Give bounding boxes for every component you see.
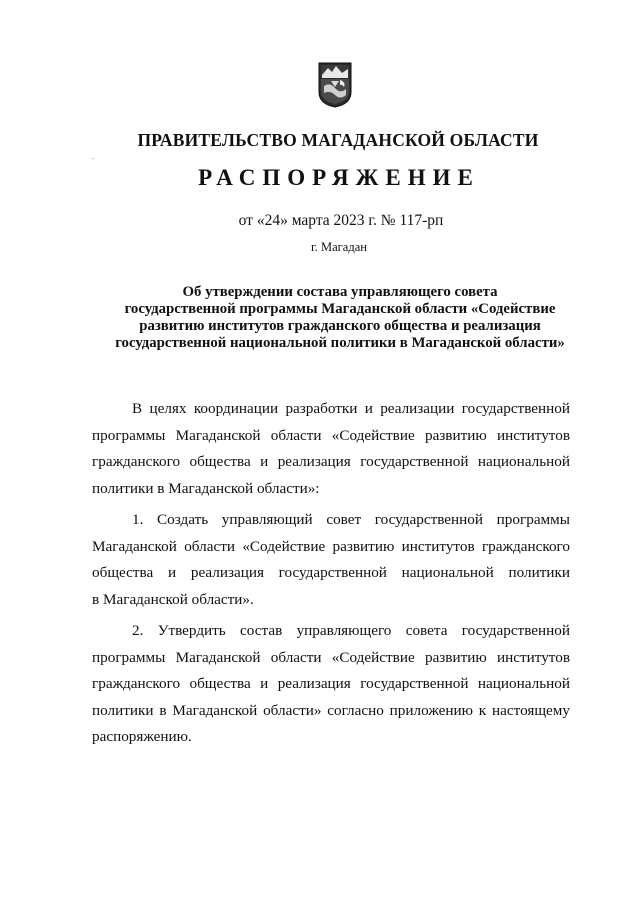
body-line: программы Магаданской области «Содействие развитию институтов xyxy=(92,648,570,666)
subject-line: Об утверждении состава управляющего совета xyxy=(182,284,498,300)
preamble-paragraph xyxy=(92,396,570,502)
magadan-coat-of-arms-icon xyxy=(318,62,352,108)
subject-line: государственной программы Магаданской области «Содействие xyxy=(124,301,556,317)
body-line: политики в Магаданской области» согласно приложению к настоящему xyxy=(92,701,570,719)
body-line: гражданского общества и реализация государственной национальной xyxy=(92,675,570,692)
scan-speck xyxy=(92,158,94,159)
subject-line: развитию институтов гражданского общества и реализация xyxy=(139,318,541,334)
body-line: распоряжению. xyxy=(92,728,192,745)
government-title: ПРАВИТЕЛЬСТВО МАГАДАНСКОЙ ОБЛАСТИ xyxy=(137,130,539,150)
body-line: политики в Магаданской области»: xyxy=(92,479,320,497)
body-line: 1. Создать управляющий совет государственной программы xyxy=(132,511,570,528)
document-city: г. Магадан xyxy=(311,240,367,254)
body-line: гражданского общества и реализация государственной национальной xyxy=(92,453,570,470)
body-line: общества и реализация государственной национальной политики xyxy=(92,564,570,581)
document-subject xyxy=(100,284,580,352)
body-line: программы Магаданской области «Содействие развитию институтов xyxy=(92,426,570,444)
body-line: В целях координации разработки и реализации государственной xyxy=(132,400,570,417)
document-body xyxy=(92,396,570,751)
clause-2-paragraph xyxy=(92,618,570,751)
body-line: в Магаданской области». xyxy=(92,590,254,608)
document-type: РАСПОРЯЖЕНИЕ xyxy=(198,165,480,190)
body-line: Магаданской области «Содействие развитию институтов гражданского xyxy=(92,537,570,555)
body-line: 2. Утвердить состав управляющего совета государственной xyxy=(132,622,570,639)
document-date-number: от «24» марта 2023 г. № 117-рп xyxy=(238,212,444,229)
subject-line: государственной национальной политики в Магаданской области» xyxy=(115,335,565,351)
clause-1-paragraph xyxy=(92,507,570,613)
